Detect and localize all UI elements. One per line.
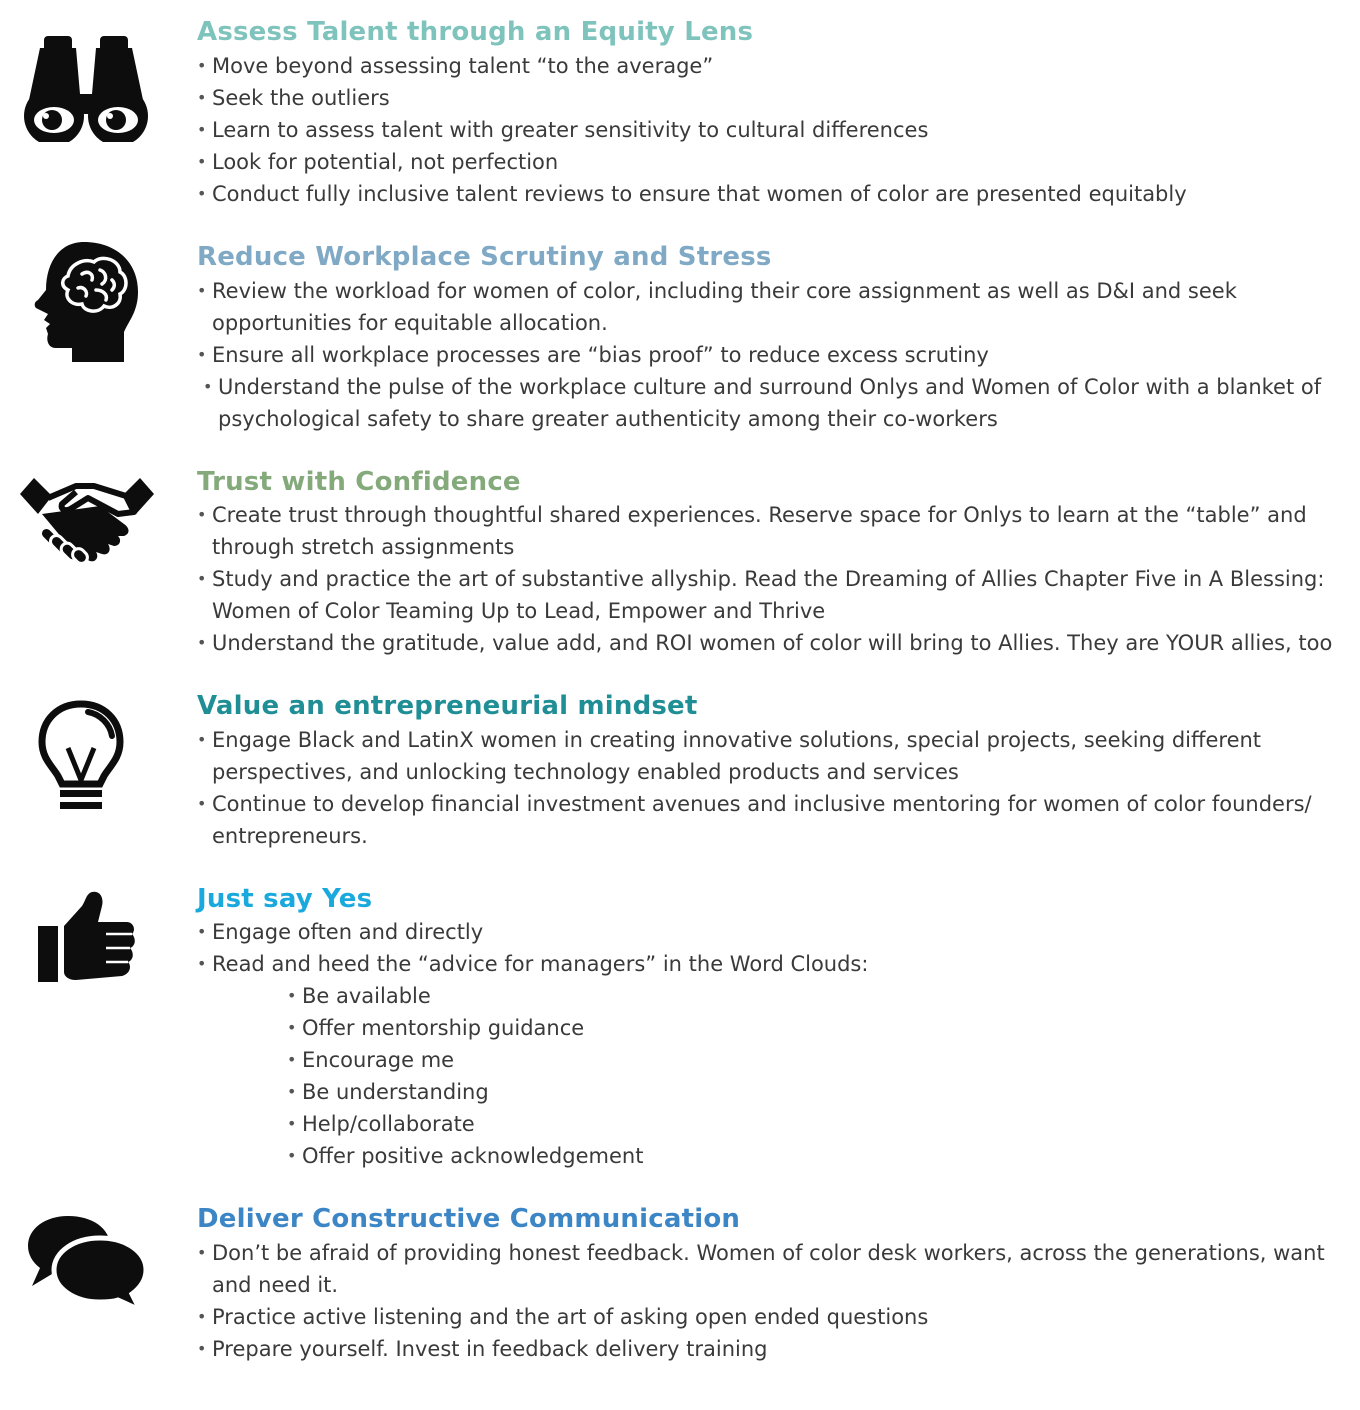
list-item-line: entrepreneurs. <box>212 824 368 848</box>
thumbs-up-icon <box>36 890 136 984</box>
list-item: • Offer mentorship guidance <box>287 1012 643 1044</box>
list-item: • Offer positive acknowledgement <box>287 1140 643 1172</box>
speech-bubbles-icon <box>26 1212 148 1312</box>
section-title: Trust with Confidence <box>197 467 521 497</box>
list-item: • Learn to assess talent with greater sensitivity to cultural differences <box>197 114 1187 146</box>
list-item <box>197 788 1312 852</box>
list-item-line: perspectives, and unlocking technology enabled products and services <box>212 760 959 784</box>
list-item-line: Don’t be afraid of providing honest feedback. Women of color desk workers, across the generations, want <box>212 1241 1325 1265</box>
list-item: • Conduct fully inclusive talent reviews to ensure that women of color are presented equitably <box>197 178 1187 210</box>
list-item: • Prepare yourself. Invest in feedback delivery training <box>197 1333 1325 1365</box>
bullet-list <box>197 916 868 980</box>
list-item-line: psychological safety to share greater authenticity among their co-workers <box>218 407 998 431</box>
word-cloud-advice-list <box>287 980 643 1172</box>
list-item: • Help/collaborate <box>287 1108 643 1140</box>
list-item: • Move beyond assessing talent “to the average” <box>197 50 1187 82</box>
lightbulb-icon <box>38 700 124 812</box>
list-item <box>197 563 1332 627</box>
section-title: Deliver Constructive Communication <box>197 1204 741 1234</box>
bullet-list <box>197 1237 1325 1365</box>
list-item <box>197 1237 1325 1301</box>
list-item <box>197 724 1312 788</box>
list-item: • Be understanding <box>287 1076 643 1108</box>
bullet-list <box>197 724 1312 852</box>
list-item: • Look for potential, not perfection <box>197 146 1187 178</box>
section-title: Assess Talent through an Equity Lens <box>197 17 754 47</box>
list-item <box>203 371 1321 435</box>
bullet-list <box>197 275 1321 435</box>
handshake-icon <box>18 474 156 564</box>
list-item: • Encourage me <box>287 1044 643 1076</box>
list-item: • Read and heed the “advice for managers” in the Word Clouds: <box>197 948 868 980</box>
list-item-line: and need it. <box>212 1273 339 1297</box>
list-item: • Seek the outliers <box>197 82 1187 114</box>
list-item-line: through stretch assignments <box>212 535 515 559</box>
list-item: • Practice active listening and the art of asking open ended questions <box>197 1301 1325 1333</box>
list-item: • Ensure all workplace processes are “bias proof” to reduce excess scrutiny <box>197 339 1321 371</box>
list-item-line: Study and practice the art of substantive allyship. Read the Dreaming of Allies Chapter Five in A Blessing: <box>212 567 1325 591</box>
section-title: Value an entrepreneurial mindset <box>197 691 698 721</box>
section-title: Just say Yes <box>197 884 373 914</box>
head-brain-icon <box>32 240 142 364</box>
list-item-line: opportunities for equitable allocation. <box>212 311 608 335</box>
list-item <box>197 275 1321 339</box>
bullet-list <box>197 499 1332 659</box>
bullet-list <box>197 50 1187 210</box>
binoculars-icon <box>22 34 150 142</box>
list-item-line: Engage Black and LatinX women in creating innovative solutions, special projects, seeking different <box>212 728 1262 752</box>
list-item <box>197 499 1332 563</box>
section-title: Reduce Workplace Scrutiny and Stress <box>197 242 772 272</box>
list-item: • Be available <box>287 980 643 1012</box>
list-item-line: Understand the pulse of the workplace culture and surround Onlys and Women of Color with a blanket of <box>218 375 1322 399</box>
list-item-line: Review the workload for women of color, including their core assignment as well as D&I and seek <box>212 279 1237 303</box>
list-item-line: Continue to develop financial investment avenues and inclusive mentoring for women of color founders/ <box>212 792 1312 816</box>
list-item-line: Women of Color Teaming Up to Lead, Empower and Thrive <box>212 599 826 623</box>
list-item: • Understand the gratitude, value add, and ROI women of color will bring to Allies. They are YOUR allies, too <box>197 627 1332 659</box>
list-item: • Engage often and directly <box>197 916 868 948</box>
list-item-line: Create trust through thoughtful shared experiences. Reserve space for Onlys to learn at the “table” and <box>212 503 1307 527</box>
